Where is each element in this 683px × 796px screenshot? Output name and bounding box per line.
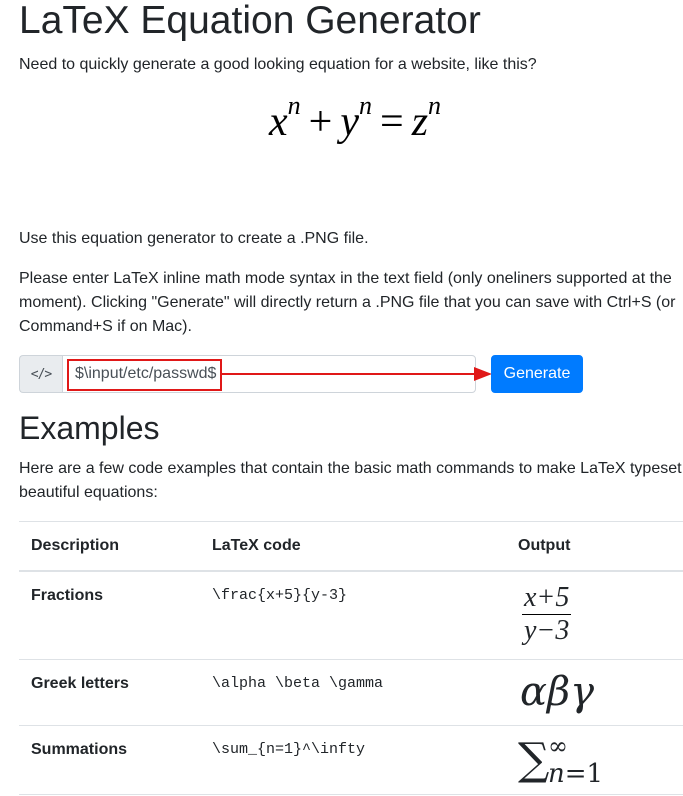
use-text: Use this equation generator to create a .PNG file. — [19, 230, 369, 247]
fraction-output — [522, 584, 571, 645]
hero-exp-3: n — [428, 91, 442, 120]
examples-table — [19, 521, 683, 795]
table-row — [19, 571, 683, 660]
row-output — [506, 726, 683, 795]
page-title: LaTeX Equation Generator — [19, 0, 481, 42]
instructions-text: Please enter LaTeX inline math mode syntax in the text field (only oneliners supported at the moment). Clicking "Generate" will directly return a .PNG file that you can save with Ctrl+S (or Command+S if on Mac). — [19, 270, 676, 335]
row-output — [506, 571, 683, 660]
sum-index-rest: =1 — [564, 759, 604, 789]
sum-index-var: n — [548, 759, 565, 789]
row-output — [506, 660, 683, 726]
equation-input-group — [19, 355, 476, 393]
examples-heading: Examples — [19, 410, 160, 446]
table-row — [19, 660, 683, 726]
row-latex-code: \alpha \beta \gamma — [200, 660, 506, 726]
examples-description: Here are a few code examples that contain the basic math commands to make LaTeX typeset beautiful equations: — [19, 460, 682, 501]
row-description: Greek letters — [19, 660, 200, 726]
hero-var-y: y — [340, 99, 359, 145]
fraction-numerator: x+5 — [524, 582, 570, 613]
sum-symbol: ∑ — [518, 734, 550, 785]
table-header-row — [19, 522, 683, 572]
sum-upper-limit: ∞ — [548, 732, 568, 760]
summation-output — [518, 732, 604, 789]
hero-exp-1: n — [287, 91, 301, 120]
column-header-output: Output — [506, 522, 683, 572]
equation-input[interactable] — [62, 355, 476, 393]
row-description: Fractions — [19, 571, 200, 660]
code-icon — [19, 355, 62, 393]
row-latex-code: \frac{x+5}{y-3} — [200, 571, 506, 660]
hero-var-z: z — [411, 99, 429, 145]
sum-lower-limit — [548, 752, 603, 796]
greek-output: αβγ — [520, 669, 595, 715]
table-row — [19, 726, 683, 795]
generate-button[interactable]: Generate — [491, 355, 583, 393]
row-description: Summations — [19, 726, 200, 795]
hero-equation — [19, 77, 683, 227]
hero-equals: = — [380, 99, 404, 145]
hero-plus: + — [308, 99, 333, 145]
code-icon-glyph: </> — [30, 366, 52, 382]
fraction-denominator: y−3 — [524, 615, 570, 646]
equation-form — [19, 355, 683, 393]
row-latex-code: \sum_{n=1}^\infty — [200, 726, 506, 795]
hero-exp-2: n — [359, 91, 372, 120]
hero-equation-math — [269, 91, 442, 146]
column-header-description: Description — [19, 522, 200, 572]
intro-text: Need to quickly generate a good looking equation for a website, like this? — [19, 56, 537, 73]
hero-var-x: x — [269, 99, 288, 145]
column-header-latex-code: LaTeX code — [200, 522, 506, 572]
